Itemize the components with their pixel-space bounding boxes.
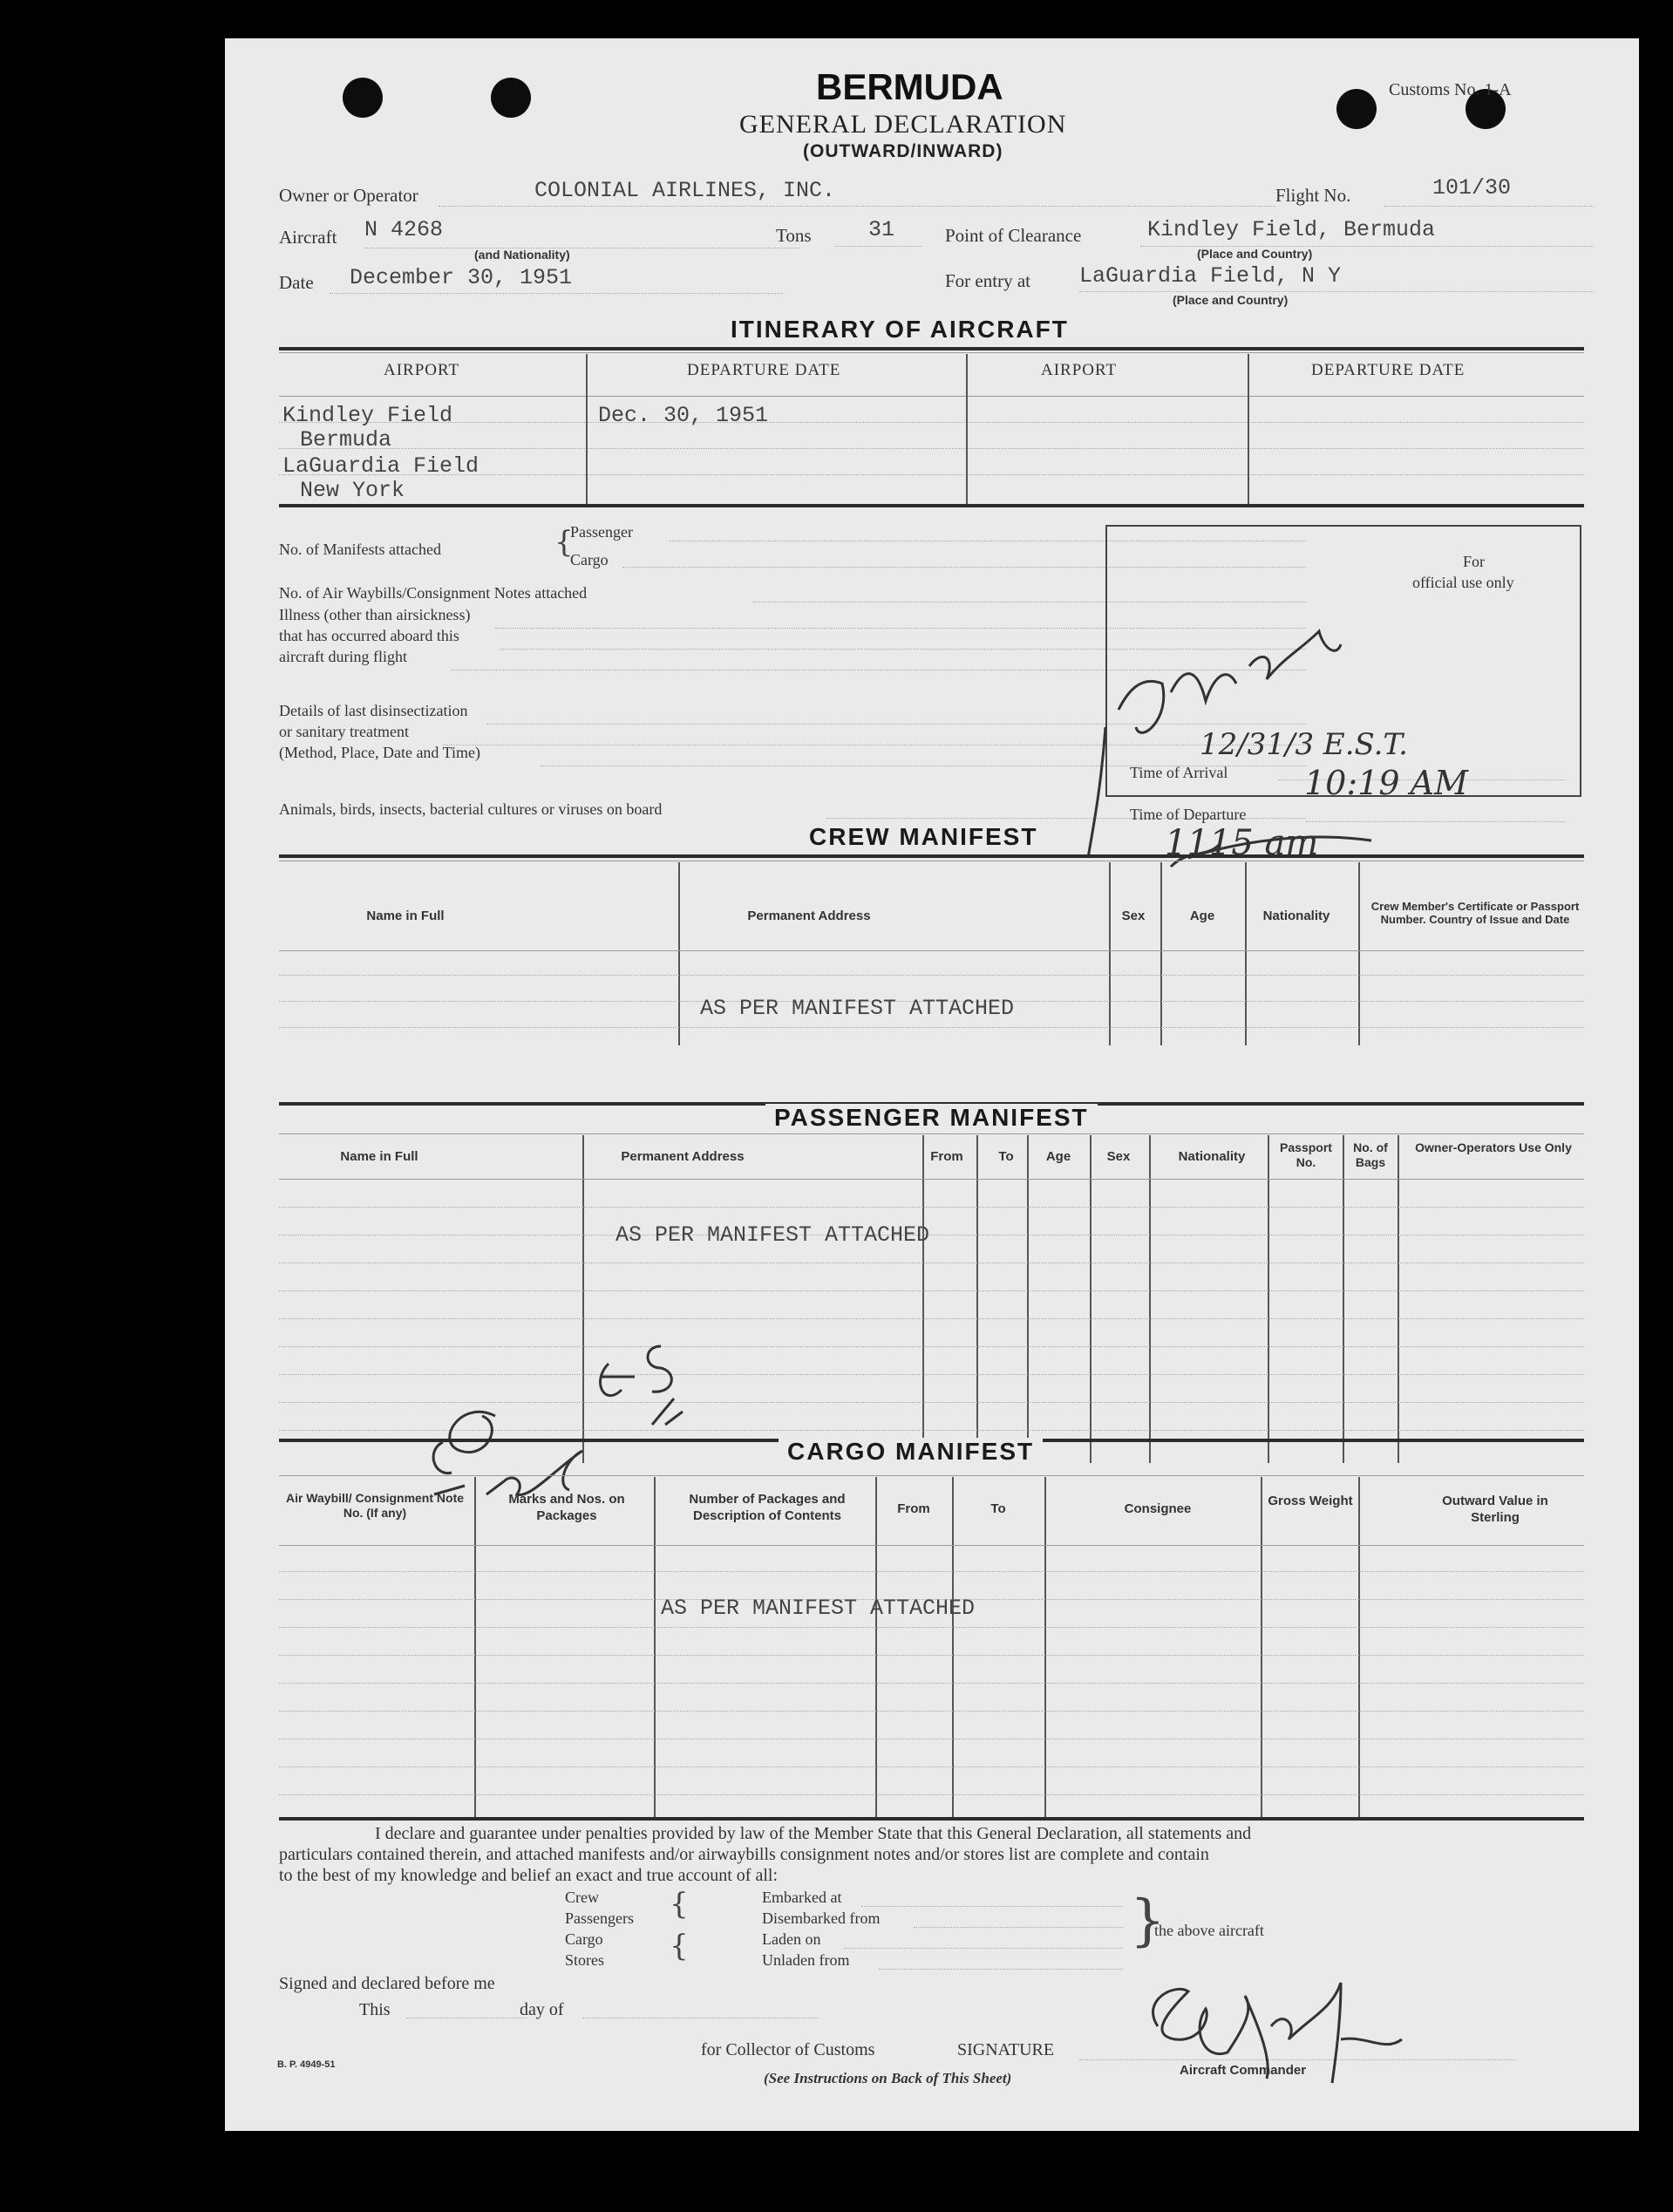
cargo-col-header: To	[990, 1501, 1006, 1516]
disinsect-label: or sanitary treatment	[279, 723, 409, 740]
passenger-col-header: To	[998, 1149, 1014, 1164]
owner-value: COLONIAL AIRLINES, INC.	[534, 178, 836, 203]
date-value: December 30, 1951	[350, 265, 573, 290]
declaration-item: Crew	[565, 1889, 599, 1906]
handwritten-date: 12/31/3 E.S.T.	[1200, 727, 1408, 762]
passenger-col-header: Owner-Operators Use Only	[1415, 1140, 1572, 1154]
cargo-col-header: Marks and Nos. on Packages	[508, 1492, 625, 1523]
signed-label: Signed and declared before me	[279, 1974, 495, 1993]
declaration-action: Embarked at	[762, 1889, 842, 1906]
crew-col-header: Name in Full	[366, 909, 445, 923]
passenger-col-header: Name in Full	[340, 1149, 418, 1164]
itinerary-col-departure: DEPARTURE DATE	[687, 361, 841, 379]
passenger-col-header: Age	[1045, 1149, 1071, 1164]
illness-label: that has occurred aboard this	[279, 627, 459, 644]
passenger-manifest-title: PASSENGER MANIFEST	[765, 1104, 1098, 1132]
commander-label: Aircraft Commander	[1180, 2063, 1307, 2078]
waybills-label: No. of Air Waybills/Consignment Notes attached	[279, 584, 588, 602]
owner-label: Owner or Operator	[279, 185, 418, 206]
cargo-col-header: Number of Packages and Description of Contents	[689, 1492, 846, 1523]
itinerary-title: ITINERARY OF AIRCRAFT	[722, 316, 1078, 344]
itinerary-airport-line: New York	[300, 478, 405, 503]
entry-place-note: (Place and Country)	[1173, 293, 1289, 307]
passenger-manifest-note: AS PER MANIFEST ATTACHED	[615, 1222, 930, 1248]
brace-symbol: {	[670, 1929, 689, 1964]
passenger-col-header: No. of Bags	[1353, 1140, 1388, 1169]
crew-manifest-title: CREW MANIFEST	[800, 823, 1046, 851]
form-country: BERMUDA	[816, 66, 1003, 107]
this-label: This	[359, 2000, 391, 2019]
declaration-text: I declare and guarantee under penalties provided by law of the Member State that this General Declaration, all statements and	[375, 1824, 1252, 1843]
form-code: B. P. 4949-51	[277, 2059, 336, 2070]
brace-symbol: }	[1130, 1889, 1166, 1953]
disinsect-label: Details of last disinsectization	[279, 702, 468, 719]
itinerary-col-departure-2: DEPARTURE DATE	[1311, 361, 1466, 379]
crew-col-header: Permanent Address	[747, 909, 871, 923]
nationality-note: (and Nationality)	[474, 248, 570, 262]
passenger-col-header: Nationality	[1178, 1149, 1246, 1164]
declaration-text: to the best of my knowledge and belief an exact and true account of all:	[279, 1866, 779, 1885]
signature-label: SIGNATURE	[957, 2040, 1055, 2059]
clearance-label: Point of Clearance	[945, 225, 1082, 246]
tons-label: Tons	[776, 225, 812, 246]
illness-label: aircraft during flight	[279, 648, 407, 665]
declaration-item: Cargo	[565, 1930, 603, 1948]
arrival-time-label: Time of Arrival	[1130, 764, 1228, 781]
crew-col-header: Age	[1189, 909, 1215, 923]
declaration-item: Passengers	[565, 1909, 634, 1927]
declaration-text: particulars contained therein, and attached manifests and/or airwaybills consignment notes and/or stores list are complete and contain	[279, 1845, 1209, 1864]
handwritten-arrival-time: 10:19 AM	[1304, 764, 1468, 802]
form-subtitle: (OUTWARD/INWARD)	[803, 141, 1003, 161]
itinerary-departure-value: Dec. 30, 1951	[598, 403, 769, 428]
day-of-label: day of	[520, 2000, 564, 2019]
aircraft-label: Aircraft	[279, 227, 337, 248]
departure-time-label: Time of Departure	[1130, 806, 1247, 823]
passenger-col-header: Permanent Address	[621, 1149, 745, 1164]
crew-col-header: Nationality	[1262, 909, 1330, 923]
commander-signature	[1123, 1930, 1489, 2087]
itinerary-col-airport: AIRPORT	[384, 361, 460, 379]
form-sheet	[225, 38, 1639, 2131]
punch-hole	[343, 78, 383, 118]
entry-label: For entry at	[945, 270, 1030, 291]
cargo-manifest-note: AS PER MANIFEST ATTACHED	[661, 1596, 976, 1621]
entry-value: LaGuardia Field, N Y	[1079, 263, 1342, 289]
flight-label: Flight No.	[1275, 185, 1351, 206]
clearance-value: Kindley Field, Bermuda	[1147, 217, 1436, 242]
declaration-action: Disembarked from	[762, 1909, 881, 1927]
declaration-item: Stores	[565, 1951, 604, 1969]
crew-manifest-note: AS PER MANIFEST ATTACHED	[700, 996, 1015, 1021]
customs-number: Customs No. 1-A	[1389, 80, 1512, 99]
passenger-col-header: Passport No.	[1280, 1140, 1332, 1169]
animals-label: Animals, birds, insects, bacterial cultures or viruses on board	[279, 800, 663, 818]
declaration-aircraft-text: the above aircraft	[1154, 1922, 1264, 1939]
cargo-col-header: Consignee	[1124, 1501, 1192, 1516]
passenger-col-header: Sex	[1106, 1149, 1131, 1164]
declaration-action: Laden on	[762, 1930, 821, 1948]
manifests-label: No. of Manifests attached	[279, 541, 441, 558]
cargo-col-header: From	[897, 1501, 930, 1516]
cargo-manifest-title: CARGO MANIFEST	[779, 1438, 1043, 1466]
itinerary-airport-line: Bermuda	[300, 427, 392, 453]
brace-symbol: {	[670, 1887, 689, 1922]
form-title: GENERAL DECLARATION	[739, 110, 1067, 139]
collector-label: for Collector of Customs	[701, 2040, 875, 2059]
official-for-label: For	[1463, 553, 1486, 570]
cargo-col-header: Air Waybill/ Consignment Note No. (If any)	[285, 1491, 465, 1520]
flight-value: 101/30	[1432, 175, 1512, 201]
aircraft-value: N 4268	[364, 217, 444, 242]
punch-hole	[1336, 89, 1377, 129]
brace-symbol: {	[554, 525, 574, 560]
cargo-col-header: Gross Weight	[1268, 1494, 1353, 1508]
punch-hole	[491, 78, 531, 118]
instructions-note: (See Instructions on Back of This Sheet)	[764, 2070, 1012, 2086]
crew-col-header: Sex	[1121, 909, 1146, 923]
declaration-action: Unladen from	[762, 1951, 850, 1969]
official-use-label: official use only	[1412, 574, 1514, 591]
tons-value: 31	[868, 217, 895, 242]
crew-col-header: Crew Member's Certificate or Passport Number. Country of Issue and Date	[1370, 900, 1580, 926]
itinerary-airport-line: Kindley Field	[282, 403, 453, 428]
clearance-place-note: (Place and Country)	[1197, 247, 1313, 261]
passenger-col-header: From	[930, 1149, 963, 1164]
handwritten-departure-time: 1115 am	[1165, 823, 1319, 863]
illness-label: Illness (other than airsickness)	[279, 606, 471, 623]
disinsect-label: (Method, Place, Date and Time)	[279, 744, 480, 761]
manifests-passenger-label: Passenger	[570, 523, 633, 541]
itinerary-airport-line: LaGuardia Field	[282, 453, 479, 479]
itinerary-col-airport-2: AIRPORT	[1041, 361, 1118, 379]
date-label: Date	[279, 272, 314, 293]
cargo-col-header: Outward Value in Sterling	[1442, 1494, 1548, 1525]
manifests-cargo-label: Cargo	[570, 551, 609, 568]
